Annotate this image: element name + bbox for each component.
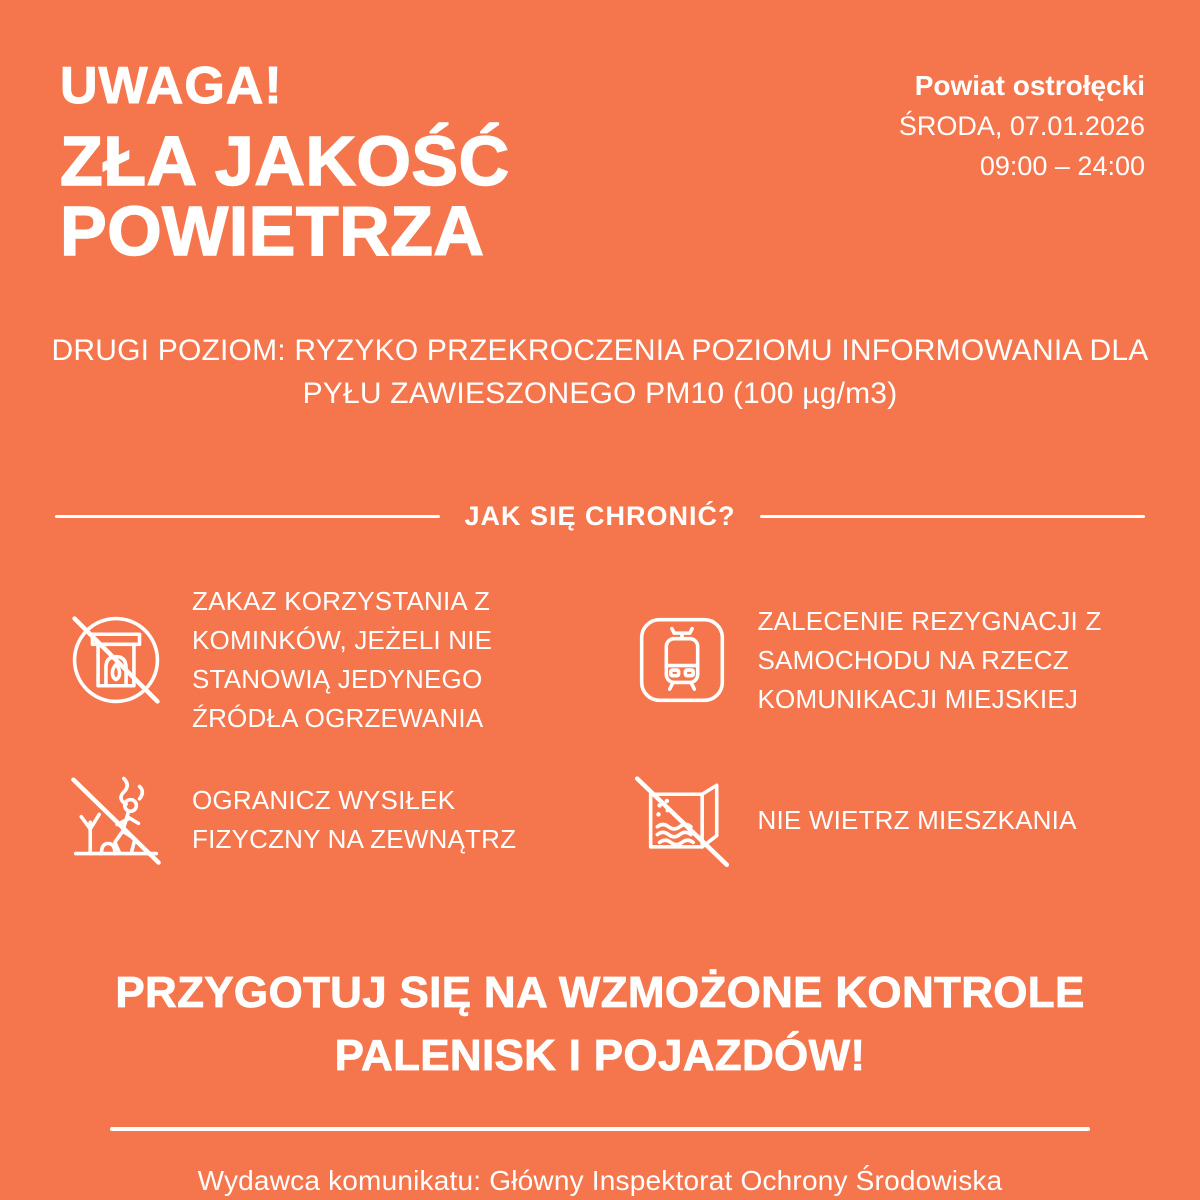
- divider-line-right: [760, 515, 1145, 518]
- list-item: [60, 582, 580, 738]
- alert-meta: [899, 56, 1145, 186]
- no-fireplace-icon: [60, 604, 172, 716]
- footer: [0, 1127, 1200, 1197]
- alert-date: ŚRODA, 07.01.2026: [898, 111, 1145, 141]
- alert-time-range: 09:00 – 24:00: [979, 151, 1145, 181]
- title-block: [60, 56, 510, 270]
- title-line-2: POWIETRZA: [60, 192, 485, 270]
- inspection-warning: [0, 962, 1200, 1087]
- header: [0, 0, 1200, 270]
- no-window-venting-item list-item: [626, 764, 1146, 876]
- protection-item-text: ZALECENIE REZYGNACJI Z SAMOCHODU NA RZECZ KOMUNIKACJI MIEJSKIEJ: [757, 605, 1102, 714]
- title-line-1: ZŁA JAKOŚĆ: [60, 122, 510, 200]
- list-item: [60, 764, 580, 876]
- protection-heading-label: JAK SIĘ CHRONIĆ?: [464, 501, 736, 532]
- publisher-credit: Wydawca komunikatu: Główny Inspektorat Ochrony Środowiska: [197, 1165, 1003, 1197]
- public-transport-icon: [626, 604, 738, 716]
- warning-line-2: PALENISK I POJAZDÓW!: [334, 1030, 866, 1080]
- protection-item-text: OGRANICZ WYSIŁEK FIZYCZNY NA ZEWNĄTRZ: [192, 785, 517, 855]
- protection-section-heading: [55, 501, 1145, 532]
- region-name: Powiat ostrołęcki: [914, 70, 1145, 101]
- list-item: [626, 582, 1146, 738]
- alert-prefix: UWAGA!: [60, 57, 283, 115]
- divider-line-left: [55, 515, 440, 518]
- protection-grid: [60, 582, 1145, 876]
- page-title: [60, 122, 510, 270]
- alert-level-description: DRUGI POZIOM: RYZYKO PRZEKROCZENIA POZIOMU INFORMOWANIA DLA PYŁU ZAWIESZONEGO PM10 (100 µg/m3): [51, 334, 1149, 410]
- no-outdoor-exercise-icon: [60, 764, 172, 876]
- protection-item-text: ZAKAZ KORZYSTANIA Z KOMINKÓW, JEŻELI NIE STANOWIĄ JEDYNEGO ŹRÓDŁA OGRZEWANIA: [192, 586, 493, 734]
- warning-line-1: PRZYGOTUJ SIĘ NA WZMOŻONE KONTROLE: [115, 968, 1085, 1018]
- no-window-venting-icon: [626, 764, 738, 876]
- footer-divider: [110, 1127, 1090, 1131]
- protection-item-text: NIE WIETRZ MIESZKANIA: [757, 804, 1077, 835]
